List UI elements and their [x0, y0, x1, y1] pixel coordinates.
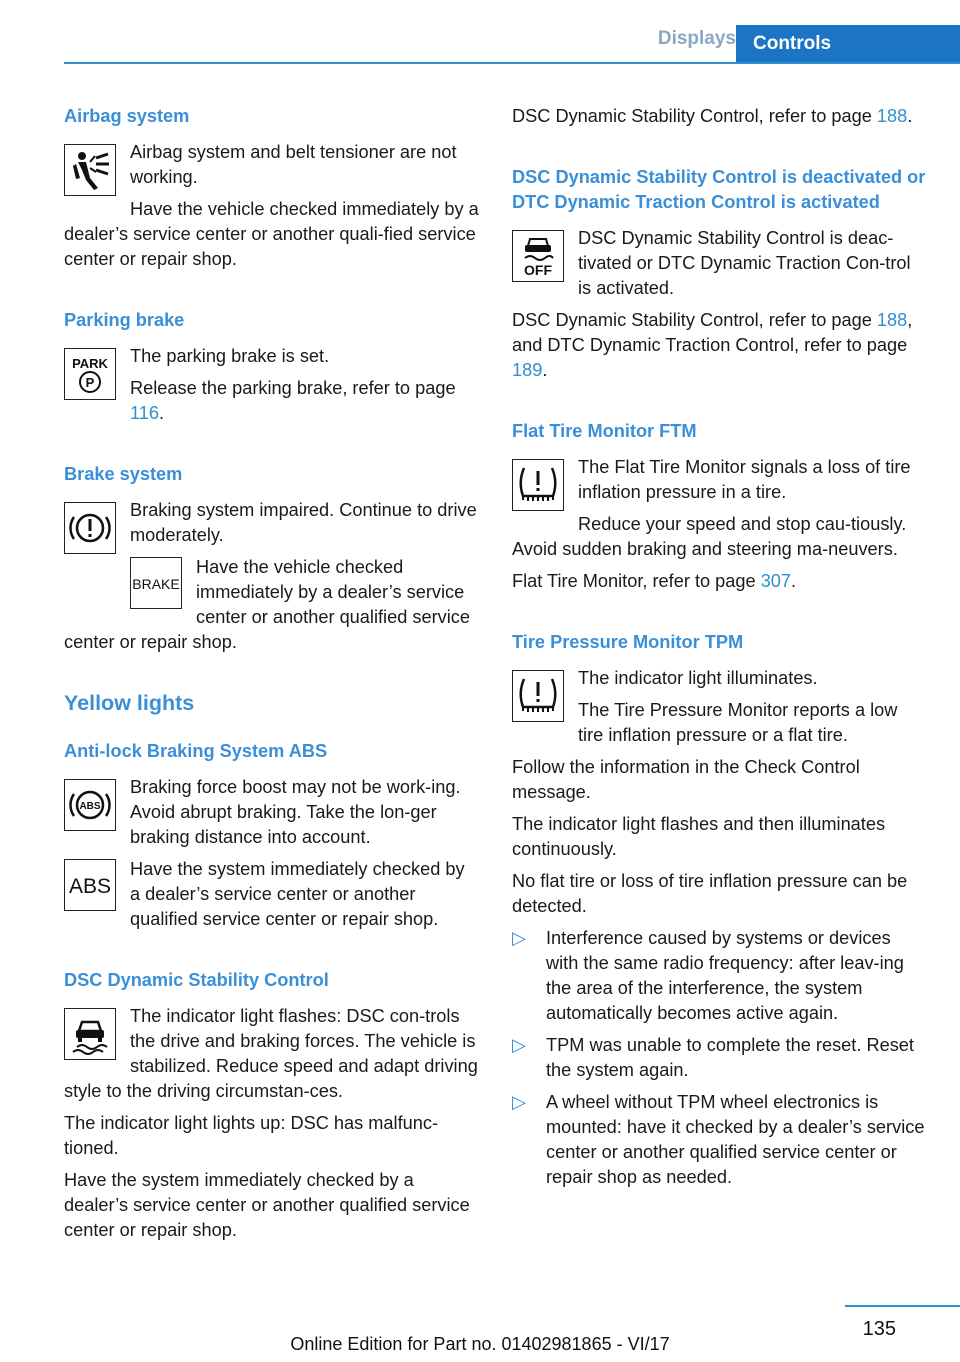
list-item: ▷ TPM was unable to complete the reset. Reset the system again.	[512, 1035, 914, 1080]
ftm-text-2: Reduce your speed and stop cau‐tiously. Avoid sudden braking and steering ma‐neuvers.	[512, 514, 907, 559]
tab-displays[interactable]: Displays	[657, 28, 736, 49]
triangle-bullet-icon: ▷	[512, 1092, 526, 1112]
ftm-heading: Flat Tire Monitor FTM	[512, 421, 697, 441]
abs-warning-icon	[64, 779, 116, 831]
abs-icon-small-text: ABS	[79, 801, 101, 812]
dtc-page-link-189[interactable]: 189	[512, 360, 543, 380]
tpm-bullet-list	[512, 926, 927, 1190]
dsc-text-2: The indicator light lights up: DSC has malfunc‐tioned.	[64, 1113, 439, 1158]
dsc-off-icon	[512, 230, 564, 282]
brake-icon-label: BRAKE	[132, 576, 180, 592]
dsc-icon	[64, 1008, 116, 1060]
list-item: ▷ A wheel without TPM wheel electronics is mounted: have it checked by a dealer’s service center or another qualified service center or repair shop as needed.	[512, 1092, 925, 1187]
brake-warning-icon	[64, 502, 116, 554]
dsc-off-text-1: DSC Dynamic Stability Control is deac‐tivated or DTC Dynamic Traction Con‐trol is activated.	[578, 228, 911, 298]
brake-text-1: Braking system impaired. Continue to drive moderately.	[130, 500, 477, 545]
footer-edition: Online Edition for Part no. 01402981865 - VI/17	[290, 1334, 670, 1354]
ftm-page-link[interactable]: 307	[760, 571, 792, 591]
ftm-reference: Flat Tire Monitor, refer to page 307.	[512, 571, 797, 591]
tpm-text-4: The indicator light flashes and then illuminates continuously.	[512, 814, 886, 859]
abs-heading: Anti-lock Braking System ABS	[64, 741, 328, 761]
tpm-warning-icon	[512, 670, 564, 722]
tpm-text-2: The Tire Pressure Monitor reports a low tire inflation pressure or a flat tire.	[578, 700, 898, 745]
yellow-lights-heading: Yellow lights	[64, 691, 195, 715]
dsc-heading: DSC Dynamic Stability Control	[64, 970, 329, 990]
abs-text-2: Have the system immediately checked by a dealer’s service center or another qualified service center or repair shop.	[130, 859, 465, 929]
airbag-text-2: Have the vehicle checked immediately by a dealer’s service center or another quali‐fied service center or repair shop.	[64, 199, 479, 269]
airbag-heading: Airbag system	[64, 106, 190, 126]
tab-controls[interactable]: Controls	[736, 25, 960, 62]
header-bar	[64, 0, 960, 64]
park-icon-text: PARK	[72, 356, 108, 371]
page-number: 135	[862, 1318, 896, 1340]
triangle-bullet-icon: ▷	[512, 928, 526, 948]
tpm-text-1: The indicator light illuminates.	[578, 668, 818, 688]
parking-brake-icon	[64, 348, 116, 400]
dsc-page-link[interactable]: 188	[876, 106, 908, 126]
tpm-heading: Tire Pressure Monitor TPM	[512, 632, 744, 652]
parking-text-1: The parking brake is set.	[130, 346, 330, 366]
brake-text-2: Have the vehicle checked immediately by a dealer’s service center or another qualified service center or repair shop.	[64, 557, 470, 652]
tpm-text-3: Follow the information in the Check Control message.	[512, 757, 860, 802]
abs-text-1: Braking force boost may not be work‐ing. Avoid abrupt braking. Take the lon‐ger braking distance into account.	[130, 777, 461, 847]
svg-text:P: P	[85, 375, 95, 390]
triangle-bullet-icon: ▷	[512, 1035, 526, 1055]
dsc-off-reference: DSC Dynamic Stability Control, refer to page 188, and DTC Dynamic Traction Control, refer to page 189.	[512, 310, 913, 380]
abs-text-icon	[64, 859, 116, 911]
dsc-off-icon-text: OFF	[524, 262, 552, 278]
list-item: ▷ Interference caused by systems or devices with the same radio frequency: after leav‐ing the area of the interference, the system automatically becomes active again.	[512, 928, 904, 1023]
parking-text-2: Release the parking brake, refer to page 116.	[130, 378, 456, 423]
dsc-off-heading: DSC Dynamic Stability Control is deactivated or DTC Dynamic Traction Control is activated	[512, 167, 926, 212]
brake-heading: Brake system	[64, 464, 183, 484]
dsc-reference: DSC Dynamic Stability Control, refer to page 188.	[512, 106, 913, 126]
airbag-text-1: Airbag system and belt tensioner are not working.	[130, 142, 457, 187]
dsc-text-1: The indicator light flashes: DSC con‐trols the drive and braking forces. The vehicle is stabilized. Reduce speed and adapt driving style to the driving circumstan‐ces.	[64, 1006, 478, 1101]
airbag-warning-icon	[64, 144, 116, 196]
abs-icon-label: ABS	[68, 875, 112, 898]
tpm-text-5: No flat tire or loss of tire inflation pressure can be detected.	[512, 871, 908, 916]
dsc-text-3: Have the system immediately checked by a dealer’s service center or another qualified service center or repair shop.	[64, 1170, 470, 1240]
brake-text-icon	[130, 557, 182, 609]
right-column	[512, 104, 927, 1197]
ftm-text-1: The Flat Tire Monitor signals a loss of tire inflation pressure in a tire.	[578, 457, 911, 502]
page-number-rule	[845, 1305, 960, 1307]
left-column	[64, 104, 479, 1250]
tire-warning-icon	[512, 459, 564, 511]
parking-heading: Parking brake	[64, 310, 185, 330]
parking-page-link[interactable]: 116	[130, 403, 159, 423]
dsc-off-page-link-188[interactable]: 188	[876, 310, 908, 330]
